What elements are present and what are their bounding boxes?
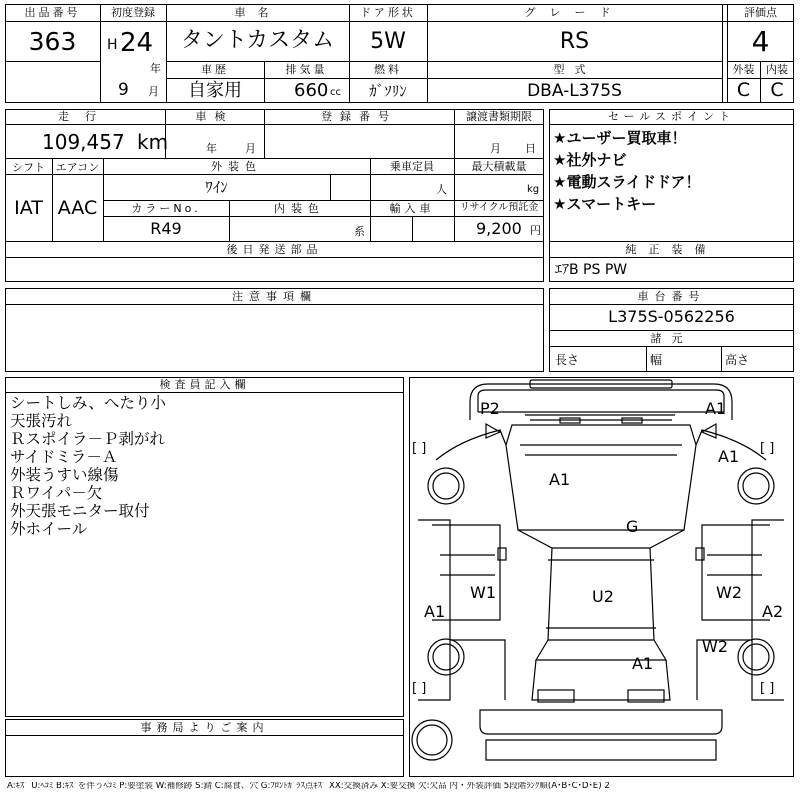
recycle-label: リサイクル預託金 (459, 202, 539, 213)
inspection-month-unit: 月 (245, 142, 256, 155)
chassis-label: 車台番号 (637, 290, 706, 303)
mark-p2: P2 (480, 399, 500, 418)
mark-w2-rear: W2 (702, 637, 728, 656)
reg-year: 24 (120, 28, 154, 58)
car-name: タントカスタム (180, 28, 335, 53)
mark-a1-left: A1 (424, 602, 446, 621)
inspector-line-6: Ｒワイパ－欠 (10, 484, 103, 502)
month-unit: 月 (148, 85, 159, 98)
door-label: ドア形状 (360, 6, 416, 19)
inspector-line-2: 天張汚れ (10, 412, 73, 430)
transfer-label: 譲渡書類期限 (466, 110, 532, 123)
equipment-label: 純正装備 (625, 243, 718, 256)
load-label: 最大積載量 (471, 160, 527, 173)
inspector-line-4: サイドミラ－Ａ (10, 448, 118, 466)
ac-label: エアコン (55, 161, 100, 174)
displacement-unit: cc (330, 87, 341, 98)
color-label: 外装色 (211, 160, 262, 173)
sales-point-2: ★社外ナビ (553, 151, 627, 169)
mark-a2-right: A2 (762, 602, 784, 621)
import-label: 輸入車 (389, 202, 435, 215)
length-label: 長さ (555, 353, 580, 367)
door-type: 5W (370, 29, 406, 54)
score-label: 評価点 (744, 6, 777, 19)
sales-point-3: ★電動スライドドア！ (553, 173, 701, 191)
shift: IAT (14, 197, 43, 219)
mileage-unit: km (137, 130, 169, 154)
height-label: 高さ (725, 353, 750, 367)
legend: A:ｷｽﾞ U:ﾍｺﾐ B:ｷｽﾞを伴うﾍｺﾐ P:要塗装 W:補修跡 S:錆 C:腐食、穴 G:ﾌﾛﾝﾄｶﾞﾗｽ点ｷｽﾞ XX:交換済み X:要交換 欠:欠品 内・外装評価 5段階ﾗﾝｸ順(A･B･C･D･E) 2 (7, 782, 610, 791)
sales-point-4: ★スマートキー (553, 195, 657, 213)
exterior-grade: C (736, 79, 751, 101)
capacity-label: 乗車定員 (390, 160, 434, 173)
interior-color-label: 内装色 (274, 202, 325, 215)
width-label: 幅 (650, 353, 663, 367)
car-name-label: 車名 (234, 6, 281, 19)
mark-a1-hood: A1 (549, 470, 571, 489)
reg-month: 9 (118, 80, 129, 100)
equipment-value: ｴｱB PS PW (555, 262, 628, 278)
bracket-right-bottom: [ ] (760, 681, 775, 696)
interior-grade: C (770, 79, 784, 101)
office-label: 事務局よりご案内 (140, 721, 269, 734)
exterior-label: 外装 (732, 63, 755, 76)
shift-label: シフト (12, 161, 45, 174)
interior-color-unit: 系 (354, 225, 365, 238)
chassis-number: L375S-0562256 (608, 307, 735, 326)
recycle-unit: 円 (530, 224, 541, 237)
grade-label: グレード (524, 6, 625, 19)
bracket-left-bottom: [ ] (412, 681, 427, 696)
inspection-year-unit: 年 (206, 142, 217, 155)
load-unit: kg (527, 184, 540, 195)
dims-label: 諸元 (650, 332, 693, 345)
history: 自家用 (188, 80, 242, 101)
fuel: ｶﾞｿﾘﾝ (369, 82, 407, 100)
lot-no-label: 出品番号 (24, 6, 81, 19)
first-reg-label: 初度登録 (111, 6, 155, 19)
inspector-line-3: Ｒスポイラ－Ｐ剥がれ (10, 430, 166, 448)
ac: AAC (57, 197, 98, 219)
transfer-month-unit: 月 (490, 142, 501, 155)
car-damage-diagram (409, 377, 794, 777)
mark-w2-right: W2 (716, 583, 742, 602)
lot-no: 363 (28, 27, 77, 56)
mileage-label: 走行 (58, 110, 112, 123)
mark-a1-front-right: A1 (705, 399, 727, 418)
mark-u2-roof: U2 (592, 587, 614, 606)
sales-points-label: セールスポイント (607, 110, 735, 123)
sales-point-1: ★ユーザー買取車！ (553, 129, 687, 147)
inspector-label: 検査員記入欄 (159, 378, 250, 391)
inspector-line-1: シートしみ、へたり小 (10, 394, 166, 412)
mark-w1-left: W1 (470, 583, 496, 602)
interior-label: 内装 (766, 63, 788, 76)
bracket-left-top: [ ] (412, 441, 427, 456)
model: DBA-L375S (527, 81, 622, 101)
displacement-label: 排気量 (285, 63, 328, 76)
transfer-day-unit: 日 (525, 142, 536, 155)
history-label: 車歴 (201, 63, 229, 76)
era-letter: H (107, 37, 118, 53)
grade: RS (559, 29, 590, 54)
mark-a1-right-fender: A1 (718, 447, 740, 466)
later-parts-label: 後日発送部品 (226, 243, 323, 256)
color: ﾜｲﾝ (205, 178, 228, 196)
inspector-line-5: 外装うすい線傷 (10, 466, 119, 484)
bracket-right-top: [ ] (760, 441, 775, 456)
inspection-label: 車検 (195, 110, 234, 123)
model-label: 型式 (553, 63, 596, 76)
notes-label: 注意事項欄 (232, 290, 317, 303)
recycle-amount: 9,200 (476, 219, 522, 238)
inspector-line-7: 外天張モニター取付 (10, 502, 150, 520)
color-no: R49 (150, 219, 182, 238)
inspector-line-8: 外ホイール (10, 520, 88, 538)
color-no-label: カラーNo. (131, 202, 201, 215)
mark-g-windshield: G (626, 517, 639, 536)
regno-label: 登録番号 (321, 110, 397, 123)
mileage: 109,457 (42, 130, 125, 154)
mark-a1-rear: A1 (632, 654, 654, 673)
displacement: 660 (294, 80, 329, 101)
capacity-unit: 人 (436, 183, 447, 196)
fuel-label: 燃料 (374, 63, 402, 76)
year-unit: 年 (150, 62, 161, 75)
score: 4 (751, 25, 770, 58)
